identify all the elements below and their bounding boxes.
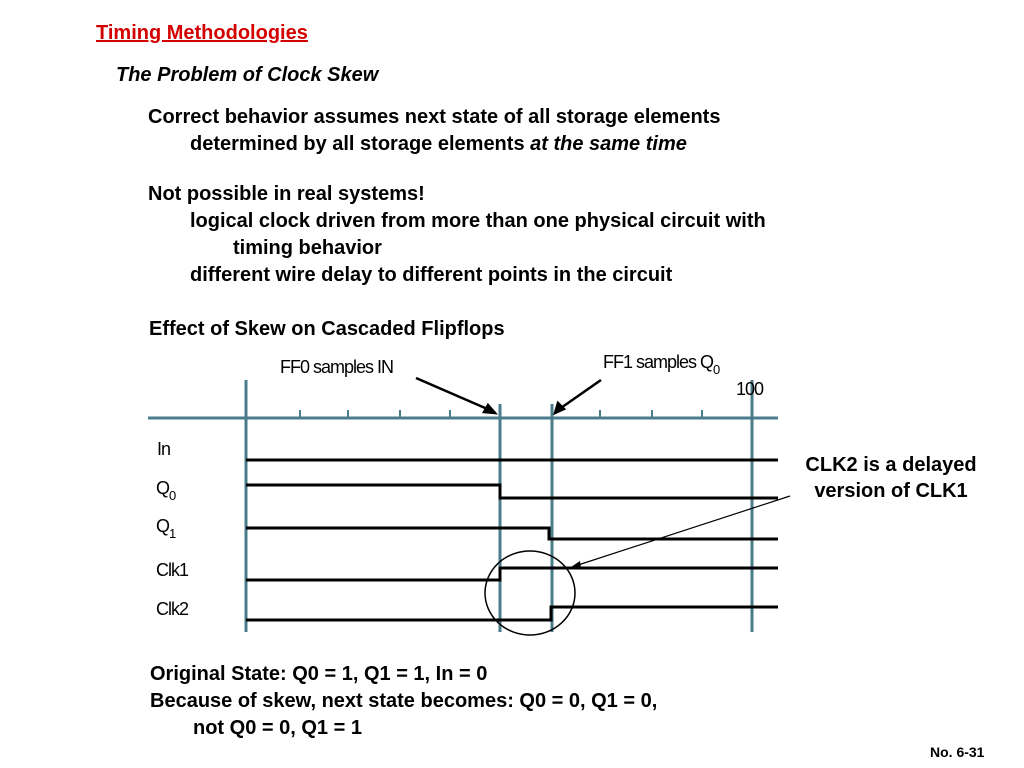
ff0-arrow (416, 378, 492, 411)
waveform-clk2 (246, 607, 778, 620)
signal-label-clk2: Clk2 (156, 599, 189, 619)
waveform-q0 (246, 485, 778, 498)
para2-line1: Not possible in real systems! (148, 183, 425, 205)
slide-subtitle: The Problem of Clock Skew (116, 64, 379, 86)
para2-line2: logical clock driven from more than one physical circuit with (190, 210, 766, 232)
summary-line2: Because of skew, next state becomes: Q0 = 0, Q1 = 0, (150, 690, 658, 712)
summary-line3: not Q0 = 0, Q1 = 1 (193, 717, 362, 739)
slide-number: No. 6-31 (930, 744, 985, 760)
waveform-clk1 (246, 568, 778, 580)
para2-line4: different wire delay to different points in the circuit (190, 264, 673, 286)
callout-arrowhead (568, 561, 581, 569)
ff1-sample-value: 100 (736, 379, 764, 399)
signal-label-q1: $Q_1$ (156, 516, 176, 541)
para2-line3: timing behavior (233, 237, 382, 259)
signal-label-clk1: Clk1 (156, 560, 189, 580)
ff0-sample-label: FF0 samples IN (280, 357, 394, 377)
diagram-title: Effect of Skew on Cascaded Flipflops (149, 318, 505, 340)
signal-label-in: In (157, 439, 171, 459)
waveform-q1 (246, 528, 778, 539)
callout-text: CLK2 is a delayed version of CLK1 (805, 454, 977, 502)
para1-line1: Correct behavior assumes next state of all storage elements (148, 106, 721, 128)
ff0-arrowhead (484, 405, 495, 413)
signal-label-q0: $Q_0$ (156, 478, 176, 503)
callout-pointer (575, 496, 790, 566)
summary-line1: Original State: Q0 = 1, Q1 = 1, In = 0 (150, 663, 488, 685)
para1-line2-text: determined by all storage elements (190, 133, 531, 155)
para1-line2-emphasis: at the same time (530, 133, 687, 155)
slide-title: Timing Methodologies (96, 22, 308, 44)
ff1-sample-label: FF1 samples $Q_0$ (603, 352, 720, 377)
ff1-arrow (558, 380, 601, 410)
ff1-arrowhead (555, 403, 564, 413)
